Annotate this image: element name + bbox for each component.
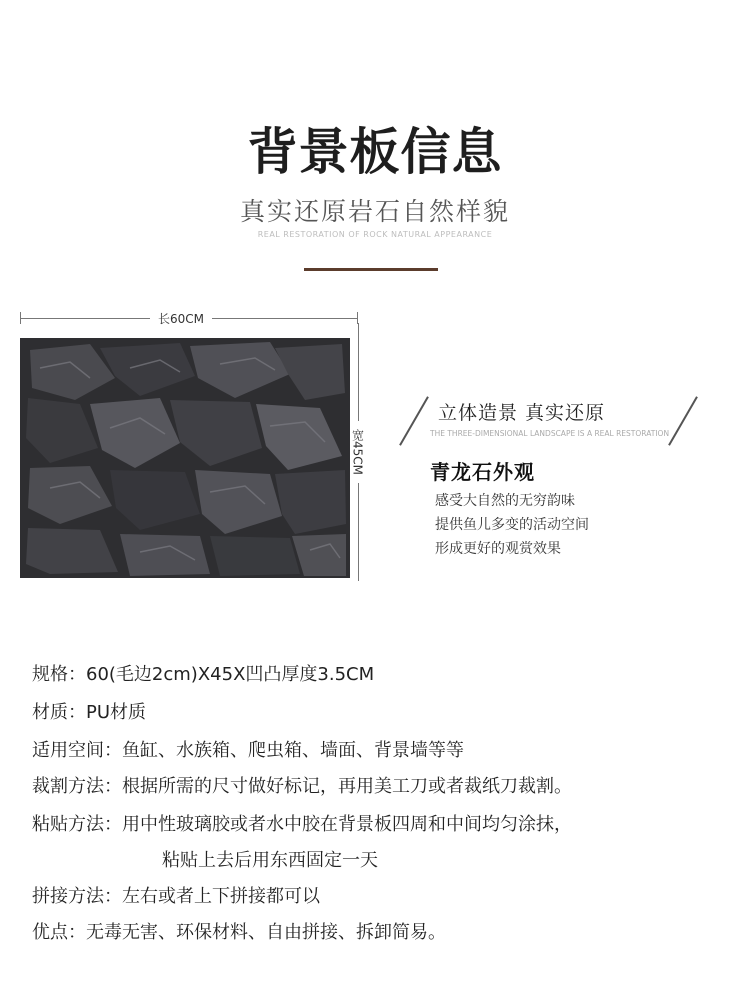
feature-description-line: 感受大自然的无穷韵味 bbox=[435, 493, 575, 509]
spec-material: 材质：PU材质 bbox=[32, 702, 147, 723]
feature-description-line: 提供鱼儿多变的活动空间 bbox=[435, 517, 589, 533]
feature-heading-english: THE THREE-DIMENSIONAL LANDSCAPE IS A REAL RESTORATION bbox=[430, 429, 670, 438]
spec-adhesive-method-continued: 粘贴上去后用东西固定一天 bbox=[162, 850, 378, 871]
spec-cutting-method: 裁割方法：根据所需的尺寸做好标记，再用美工刀或者裁纸刀裁割。 bbox=[32, 776, 572, 797]
rock-background-panel-image bbox=[20, 338, 350, 578]
feature-heading: 立体造景 真实还原 bbox=[438, 402, 606, 424]
feature-description-line: 形成更好的观赏效果 bbox=[435, 541, 561, 557]
rock-texture bbox=[20, 338, 350, 578]
heading-slash-right bbox=[668, 396, 698, 445]
spec-size: 规格：60(毛边2cm)X45X凹凸厚度3.5CM bbox=[32, 664, 375, 685]
spec-advantages: 优点：无毒无害、环保材料、自由拼接、拆卸简易。 bbox=[32, 922, 446, 943]
page-subtitle: 真实还原岩石自然样貌 bbox=[239, 197, 510, 226]
height-label: 宽45CM bbox=[347, 421, 369, 483]
page-title: 背景板信息 bbox=[247, 122, 503, 181]
heading-slash-left bbox=[399, 396, 429, 445]
spec-joining-method: 拼接方法：左右或者上下拼接都可以 bbox=[32, 886, 320, 907]
spec-adhesive-method: 粘贴方法：用中性玻璃胶或者水中胶在背景板四周和中间均匀涂抹， bbox=[32, 814, 572, 835]
width-dimension-tick-left bbox=[20, 312, 21, 324]
stone-style-name: 青龙石外观 bbox=[430, 460, 535, 484]
spec-usage: 适用空间：鱼缸、水族箱、爬虫箱、墙面、背景墙等等 bbox=[32, 740, 464, 761]
title-divider bbox=[304, 268, 438, 271]
page-subtitle-english: REAL RESTORATION OF ROCK NATURAL APPEARANCE bbox=[257, 230, 493, 239]
width-label: 长60CM bbox=[150, 310, 212, 327]
